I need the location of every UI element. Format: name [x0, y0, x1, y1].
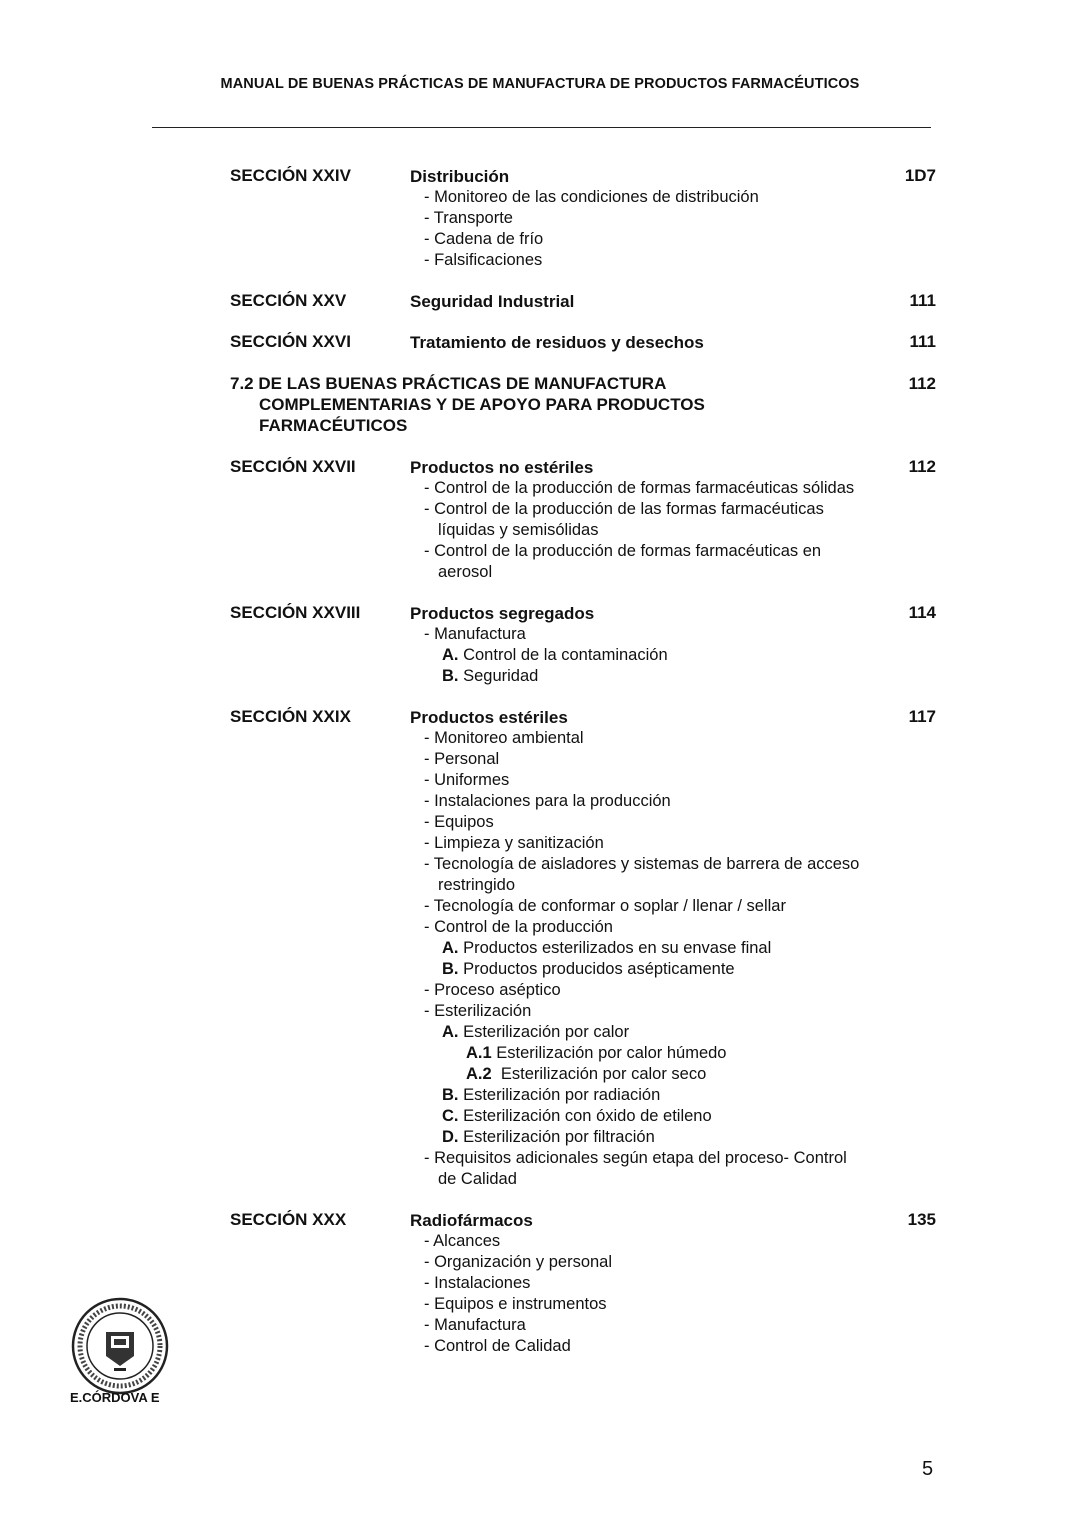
section-title: Productos segregados: [410, 604, 595, 623]
page-ref: 112: [908, 374, 936, 393]
list-item: - Tecnología de aisladores y sistemas de barrera de acceso restringido: [424, 855, 860, 894]
page-number: 5: [922, 1458, 934, 1480]
list-item: - Uniformes: [424, 771, 510, 789]
section-label: SECCIÓN XXV: [230, 291, 347, 310]
sub-sub-item: A.1 Esterilización por calor húmedo: [466, 1044, 727, 1062]
list-item: - Instalaciones: [424, 1274, 531, 1292]
section-title: Tratamiento de residuos y desechos: [410, 333, 704, 352]
section-title: Distribución: [410, 167, 510, 186]
list-item: - Esterilización: [424, 1002, 532, 1020]
list-item: - Control de la producción: [424, 918, 613, 936]
list-item: - Proceso aséptico: [424, 981, 561, 999]
toc-entry-seccion-xxx: [230, 1210, 936, 1357]
part-title: 7.2 DE LAS BUENAS PRÁCTICAS DE MANUFACTURA COMPLEMENTARIAS Y DE APOYO PARA PRODUCTOS FARMACÉUTICOS: [230, 374, 705, 435]
table-of-contents: [230, 166, 936, 1377]
list-item: - Requisitos adicionales según etapa del proceso- Control de Calidad: [424, 1149, 847, 1188]
list-item: - Monitoreo ambiental: [424, 729, 584, 747]
seal-caption: E.CÓRDOVA E: [70, 1390, 160, 1405]
list-item: - Cadena de frío: [424, 230, 544, 248]
page-ref: 1D7: [904, 166, 936, 185]
toc-part-7-2: [230, 373, 936, 436]
section-title: Productos no estériles: [410, 458, 594, 477]
list-item: - Falsificaciones: [424, 251, 543, 269]
list-item: - Transporte: [424, 209, 513, 227]
sub-item: C. Esterilización con óxido de etileno: [442, 1107, 712, 1125]
section-title: Radiofármacos: [410, 1211, 533, 1230]
toc-entry-seccion-xxv: [230, 291, 936, 312]
list-item: - Equipos: [424, 813, 494, 831]
sub-item: A. Productos esterilizados en su envase final: [442, 939, 772, 957]
toc-entry-seccion-xxiv: [230, 166, 936, 271]
list-item: - Control de la producción de formas farmacéuticas sólidas: [424, 479, 855, 497]
running-header: MANUAL DE BUENAS PRÁCTICAS DE MANUFACTURA DE PRODUCTOS FARMACÉUTICOS: [220, 76, 860, 92]
sub-item: B. Productos producidos asépticamente: [442, 960, 735, 978]
section-label: SECCIÓN XXX: [230, 1210, 347, 1229]
section-label: SECCIÓN XXIV: [230, 166, 351, 185]
page-ref: 111: [909, 291, 936, 310]
page-ref: 112: [908, 457, 936, 476]
page-ref: 117: [908, 707, 936, 726]
sub-item: A. Esterilización por calor: [442, 1023, 630, 1041]
list-item: - Manufactura: [424, 625, 526, 643]
section-label: SECCIÓN XXVII: [230, 457, 356, 476]
list-item: - Equipos e instrumentos: [424, 1295, 607, 1313]
page-ref: 135: [907, 1210, 936, 1229]
toc-entry-seccion-xxvi: [230, 332, 936, 353]
sub-item: B. Seguridad: [442, 667, 539, 685]
toc-entry-seccion-xxviii: [230, 603, 936, 687]
sub-item: D. Esterilización por filtración: [442, 1128, 655, 1146]
list-item: - Instalaciones para la producción: [424, 792, 671, 810]
section-title: Productos estériles: [410, 708, 568, 727]
sub-item: A. Control de la contaminación: [442, 646, 668, 664]
list-item: - Manufactura: [424, 1316, 526, 1334]
list-item: - Limpieza y sanitización: [424, 834, 604, 852]
section-title: Seguridad Industrial: [410, 292, 575, 311]
list-item: - Tecnología de conformar o soplar / llenar / sellar: [424, 897, 786, 915]
list-item: - Control de Calidad: [424, 1337, 571, 1355]
list-item: - Alcances: [424, 1232, 501, 1250]
list-item: - Organización y personal: [424, 1253, 613, 1271]
page-ref: 114: [908, 603, 936, 622]
header-rule: [152, 127, 931, 128]
toc-entry-seccion-xxix: [230, 707, 936, 1190]
sub-item: B. Esterilización por radiación: [442, 1086, 661, 1104]
toc-entry-seccion-xxvii: [230, 457, 936, 583]
page-ref: 111: [909, 332, 936, 351]
list-item: - Monitoreo de las condiciones de distribución: [424, 188, 759, 206]
section-label: SECCIÓN XXIX: [230, 707, 351, 726]
list-item: - Personal: [424, 750, 500, 768]
list-item: - Control de la producción de formas farmacéuticas en aerosol: [424, 542, 822, 581]
section-label: SECCIÓN XXVIII: [230, 603, 361, 622]
list-item: - Control de la producción de las formas farmacéuticas líquidas y semisólidas: [424, 500, 824, 539]
sub-sub-item: A.2 Esterilización por calor seco: [466, 1065, 707, 1083]
section-label: SECCIÓN XXVI: [230, 332, 351, 351]
official-seal-icon: [70, 1296, 170, 1396]
